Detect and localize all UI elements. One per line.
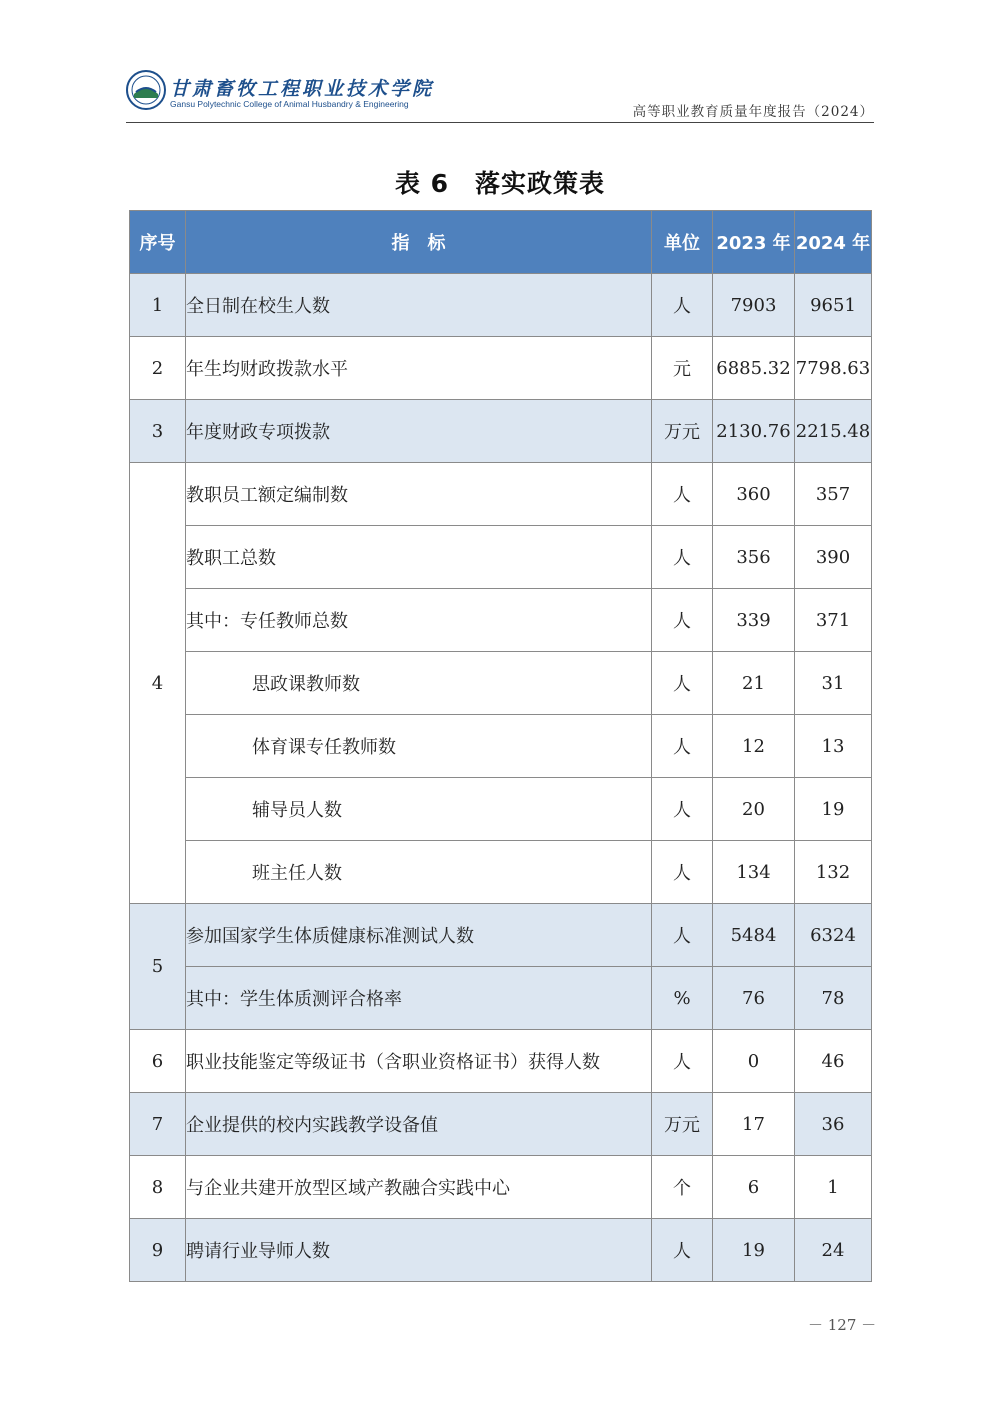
indicator-cell: 年度财政专项拨款 — [186, 400, 652, 463]
table-row — [130, 715, 872, 778]
table-header-row — [130, 211, 872, 274]
table-row — [130, 841, 872, 904]
value-2023-cell: 2130.76 — [713, 400, 795, 463]
value-2024-cell: 1 — [795, 1156, 872, 1219]
report-title: 高等职业教育质量年度报告（2024） — [632, 104, 874, 120]
unit-cell: 人 — [652, 841, 713, 904]
indicator-cell: 与企业共建开放型区域产教融合实践中心 — [186, 1156, 652, 1219]
indicator-cell: 体育课专任教师数 — [186, 715, 652, 778]
col-header-indicator: 指 标 — [186, 211, 652, 274]
seq-cell: 9 — [130, 1219, 186, 1282]
value-2023-cell: 21 — [713, 652, 795, 715]
value-2023-cell: 339 — [713, 589, 795, 652]
unit-cell: 人 — [652, 274, 713, 337]
value-2024-cell: 46 — [795, 1030, 872, 1093]
indicator-cell: 其中：专任教师总数 — [186, 589, 652, 652]
table-row — [130, 337, 872, 400]
col-header-2023: 2023 年 — [713, 211, 795, 274]
unit-cell: 人 — [652, 526, 713, 589]
value-2024-cell: 357 — [795, 463, 872, 526]
value-2023-cell: 7903 — [713, 274, 795, 337]
table-row — [130, 967, 872, 1030]
value-2024-cell: 24 — [795, 1219, 872, 1282]
value-2023-cell: 19 — [713, 1219, 795, 1282]
value-2023-cell: 360 — [713, 463, 795, 526]
unit-cell: 人 — [652, 1219, 713, 1282]
value-2023-cell: 6885.32 — [713, 337, 795, 400]
table-row — [130, 652, 872, 715]
unit-cell: 万元 — [652, 1093, 713, 1156]
value-2024-cell: 6324 — [795, 904, 872, 967]
table-row — [130, 1030, 872, 1093]
value-2024-cell: 132 — [795, 841, 872, 904]
table-row — [130, 778, 872, 841]
value-2023-cell: 0 — [713, 1030, 795, 1093]
value-2024-cell: 78 — [795, 967, 872, 1030]
seq-cell: 7 — [130, 1093, 186, 1156]
page-header — [126, 66, 874, 123]
col-header-seq: 序号 — [130, 211, 186, 274]
unit-cell: 人 — [652, 463, 713, 526]
unit-cell: % — [652, 967, 713, 1030]
school-name-en: Gansu Polytechnic College of Animal Husbandry & Engineering — [170, 99, 409, 109]
table-row — [130, 1219, 872, 1282]
table-row — [130, 589, 872, 652]
value-2024-cell: 7798.63 — [795, 337, 872, 400]
seq-cell: 1 — [130, 274, 186, 337]
indicator-cell: 辅导员人数 — [186, 778, 652, 841]
school-emblem-icon — [126, 70, 166, 110]
value-2024-cell: 2215.48 — [795, 400, 872, 463]
indicator-cell: 教职员工额定编制数 — [186, 463, 652, 526]
value-2024-cell: 390 — [795, 526, 872, 589]
unit-cell: 人 — [652, 652, 713, 715]
unit-cell: 人 — [652, 1030, 713, 1093]
col-header-2024: 2024 年 — [795, 211, 872, 274]
indicator-cell: 班主任人数 — [186, 841, 652, 904]
value-2023-cell: 356 — [713, 526, 795, 589]
value-2023-cell: 17 — [713, 1093, 795, 1156]
unit-cell: 人 — [652, 589, 713, 652]
table-row — [130, 463, 872, 526]
value-2024-cell: 36 — [795, 1093, 872, 1156]
table-title: 表 6 落实政策表 — [394, 169, 606, 198]
value-2023-cell: 5484 — [713, 904, 795, 967]
seq-cell: 5 — [130, 904, 186, 1030]
value-2023-cell: 12 — [713, 715, 795, 778]
value-2023-cell: 20 — [713, 778, 795, 841]
value-2024-cell: 371 — [795, 589, 872, 652]
unit-cell: 人 — [652, 715, 713, 778]
indicator-cell: 年生均财政拨款水平 — [186, 337, 652, 400]
value-2023-cell: 134 — [713, 841, 795, 904]
table-row — [130, 1093, 872, 1156]
unit-cell: 万元 — [652, 400, 713, 463]
indicator-cell: 参加国家学生体质健康标准测试人数 — [186, 904, 652, 967]
indicator-cell: 聘请行业导师人数 — [186, 1219, 652, 1282]
indicator-cell: 全日制在校生人数 — [186, 274, 652, 337]
indicator-cell: 教职工总数 — [186, 526, 652, 589]
indicator-cell: 职业技能鉴定等级证书（含职业资格证书）获得人数 — [186, 1030, 652, 1093]
unit-cell: 人 — [652, 904, 713, 967]
value-2024-cell: 9651 — [795, 274, 872, 337]
table-row — [130, 1156, 872, 1219]
indicator-cell: 其中：学生体质测评合格率 — [186, 967, 652, 1030]
table-row — [130, 400, 872, 463]
seq-cell: 2 — [130, 337, 186, 400]
unit-cell: 人 — [652, 778, 713, 841]
value-2024-cell: 13 — [795, 715, 872, 778]
school-name-cn: 甘肃畜牧工程职业技术学院 — [170, 78, 435, 100]
seq-cell: 3 — [130, 400, 186, 463]
value-2023-cell: 6 — [713, 1156, 795, 1219]
value-2024-cell: 19 — [795, 778, 872, 841]
table-row — [130, 904, 872, 967]
seq-cell: 4 — [130, 463, 186, 904]
seq-cell: 6 — [130, 1030, 186, 1093]
value-2023-cell: 76 — [713, 967, 795, 1030]
table-row — [130, 274, 872, 337]
table-row — [130, 526, 872, 589]
page-number: － 127 － — [808, 1316, 877, 1334]
value-2024-cell: 31 — [795, 652, 872, 715]
seq-cell: 8 — [130, 1156, 186, 1219]
indicator-cell: 企业提供的校内实践教学设备值 — [186, 1093, 652, 1156]
unit-cell: 个 — [652, 1156, 713, 1219]
policy-table — [129, 210, 872, 1282]
unit-cell: 元 — [652, 337, 713, 400]
indicator-cell: 思政课教师数 — [186, 652, 652, 715]
col-header-unit: 单位 — [652, 211, 713, 274]
